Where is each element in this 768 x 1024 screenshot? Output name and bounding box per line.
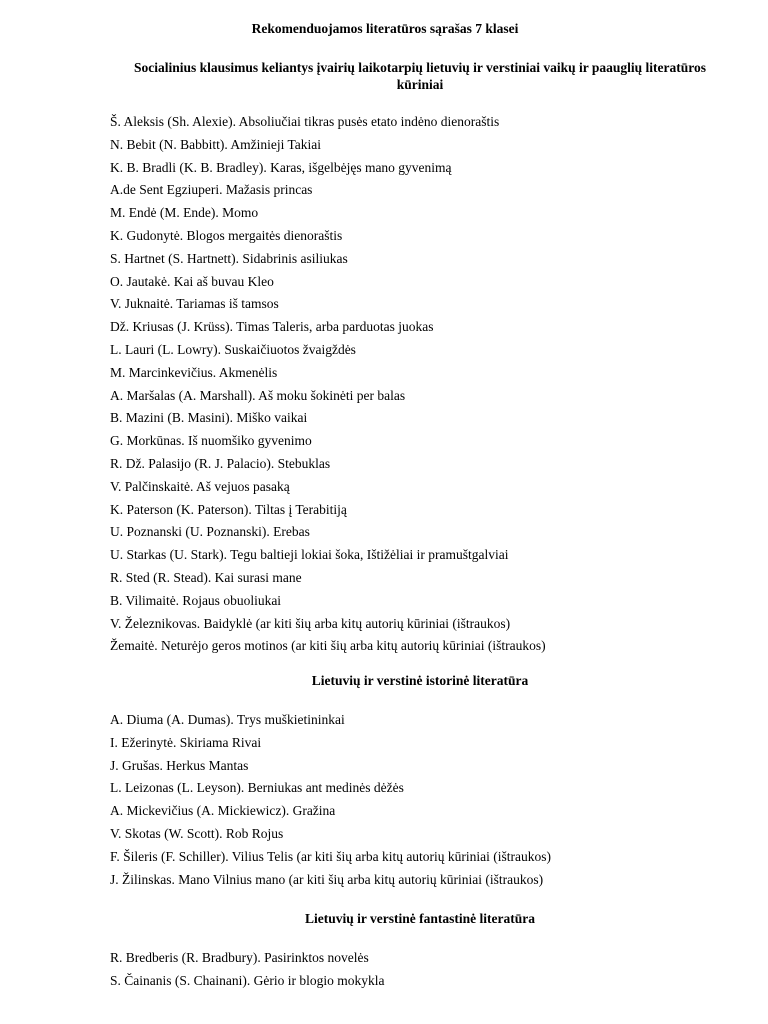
list-item: M. Endė (M. Ende). Momo <box>110 205 259 221</box>
list-item: G. Morkūnas. Iš nuomšiko gyvenimo <box>110 433 312 449</box>
list-item: I. Ežerinytė. Skiriama Rivai <box>110 734 262 750</box>
list-item: A. Mickevičius (A. Mickiewicz). Gražina <box>110 803 336 819</box>
list-item: K. B. Bradli (K. B. Bradley). Karas, išgelbėjęs mano gyvenimą <box>110 159 452 175</box>
list-item: F. Šileris (F. Schiller). Vilius Telis (ar kiti šių arba kitų autorių kūriniai (ištraukos) <box>110 848 552 864</box>
list-item: Š. Aleksis (Sh. Alexie). Absoliučiai tikras pusės etato indėno dienoraštis <box>110 114 500 129</box>
list-item: O. Jautakė. Kai aš buvau Kleo <box>110 273 274 289</box>
list-item: Žemaitė. Neturėjo geros motinos (ar kiti šių arba kitų autorių kūriniai (ištraukos) <box>110 638 546 654</box>
list-item: V. Skotas (W. Scott). Rob Rojus <box>110 825 284 841</box>
list-item: N. Bebit (N. Babbitt). Amžinieji Takiai <box>110 136 322 152</box>
list-item: B. Vilimaitė. Rojaus obuoliukai <box>110 592 282 608</box>
section-heading-fantasy: Lietuvių ir verstinė fantastinė literatūra <box>305 911 535 926</box>
book-list-fantasy <box>110 947 384 993</box>
list-item: R. Sted (R. Stead). Kai surasi mane <box>110 569 302 585</box>
list-item: U. Starkas (U. Stark). Tegu baltieji lokiai šoka, Ištižėliai ir pramuštgalviai <box>110 547 509 563</box>
section-heading-historical: Lietuvių ir verstinė istorinė literatūra <box>311 673 529 688</box>
book-list-historical <box>110 709 551 891</box>
list-item: R. Bredberis (R. Bradbury). Pasirinktos novelės <box>110 950 369 965</box>
list-item: S. Čainanis (S. Chainani). Gėrio ir blogio mokykla <box>110 972 385 988</box>
list-item: K. Paterson (K. Paterson). Tiltas į Terabitiją <box>110 501 347 517</box>
list-item: Dž. Kriusas (J. Krüss). Timas Taleris, arba parduotas juokas <box>110 319 434 335</box>
list-item: L. Leizonas (L. Leyson). Berniukas ant medinės dėžės <box>110 780 404 796</box>
list-item: V. Palčinskaitė. Aš vejuos pasaką <box>110 478 290 494</box>
list-item: K. Gudonytė. Blogos mergaitės dienoraštis <box>110 227 343 243</box>
list-item: J. Žilinskas. Mano Vilnius mano (ar kiti šių arba kitų autorių kūriniai (ištraukos) <box>110 871 544 887</box>
list-item: J. Grušas. Herkus Mantas <box>110 757 249 773</box>
list-item: S. Hartnet (S. Hartnett). Sidabrinis asiliukas <box>110 250 348 266</box>
list-item: A. Diuma (A. Dumas). Trys muškietininkai <box>110 712 345 727</box>
list-item: V. Juknaitė. Tariamas iš tamsos <box>110 296 279 312</box>
book-list-social <box>110 111 546 658</box>
list-item: R. Dž. Palasijo (R. J. Palacio). Stebuklas <box>110 455 331 471</box>
list-item: L. Lauri (L. Lowry). Suskaičiuotos žvaigždės <box>110 341 356 357</box>
list-item: A. Maršalas (A. Marshall). Aš moku šokinėti per balas <box>110 387 406 403</box>
document-title: Rekomenduojamos literatūros sąrašas 7 klasei <box>251 21 519 36</box>
section-heading-social: Socialinius klausimus keliantys įvairių laikotarpių lietuvių ir verstiniai vaikų ir paauglių literatūros kūriniai <box>134 60 706 92</box>
list-item: A.de Sent Egziuperi. Mažasis princas <box>110 182 313 198</box>
list-item: B. Mazini (B. Masini). Miško vaikai <box>110 410 308 426</box>
list-item: V. Železnikovas. Baidyklė (ar kiti šių arba kitų autorių kūriniai (ištraukos) <box>110 615 511 631</box>
list-item: U. Poznanski (U. Poznanski). Erebas <box>110 524 310 540</box>
list-item: M. Marcinkevičius. Akmenėlis <box>110 364 278 380</box>
